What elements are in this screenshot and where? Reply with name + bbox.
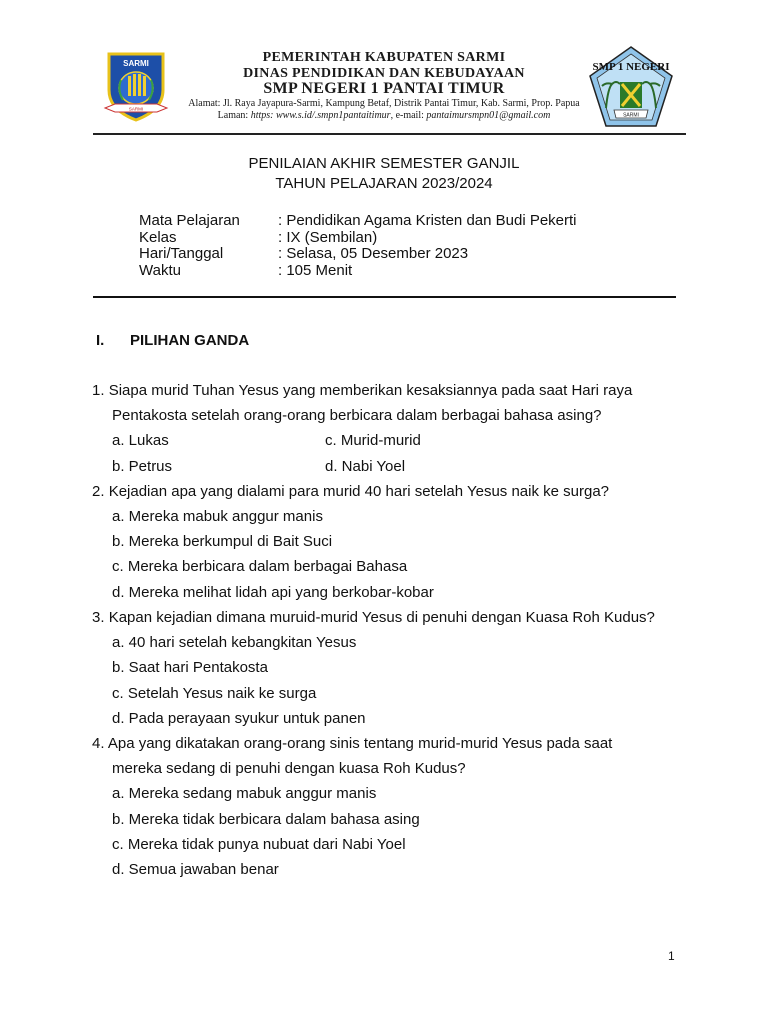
option-a: a. 40 hari setelah kebangkitan Yesus xyxy=(112,634,357,651)
meta-key: Mata Pelajaran xyxy=(139,212,240,229)
email-label: , e-mail: xyxy=(390,110,427,121)
question-3 xyxy=(92,609,655,627)
left-logo-text: SARMI xyxy=(123,59,149,68)
address-label: Alamat: xyxy=(188,98,223,109)
question-2 xyxy=(92,483,609,501)
section-title: PILIHAN GANDA xyxy=(130,332,250,349)
question-number: 3. xyxy=(92,609,105,626)
option-d: d. Mereka melihat lidah api yang berkobar-kobar xyxy=(112,584,434,601)
right-logo-text: SMP 1 NEGERI xyxy=(592,61,670,73)
option-c: c. Mereka tidak punya nubuat dari Nabi Yoel xyxy=(112,836,406,853)
letterhead-contact xyxy=(0,110,768,121)
question-text: Kejadian apa yang dialami para murid 40 hari setelah Yesus naik ke surga? xyxy=(108,483,610,500)
question-1 xyxy=(92,382,632,400)
left-logo-ribbon: SARMI xyxy=(128,106,144,112)
option-a: a. Mereka sedang mabuk anggur manis xyxy=(112,785,377,802)
letterhead-address xyxy=(0,98,768,109)
question-text-continued: Pentakosta setelah orang-orang berbicara dalam berbagai bahasa asing? xyxy=(112,407,602,424)
section-number: I. xyxy=(96,332,105,349)
option-d: d. Pada perayaan syukur untuk panen xyxy=(112,710,366,727)
option-b: b. Petrus xyxy=(112,458,173,475)
meta-key: Hari/Tanggal xyxy=(139,245,224,262)
meta-value: : Pendidikan Agama Kristen dan Budi Pekerti xyxy=(278,212,577,229)
question-number: 1. xyxy=(92,382,105,399)
option-a: a. Mereka mabuk anggur manis xyxy=(112,508,323,525)
option-d: d. Nabi Yoel xyxy=(325,458,406,475)
question-text: Apa yang dikatakan orang-orang sinis tentang murid-murid Yesus pada saat xyxy=(107,735,613,752)
page-number: 1 xyxy=(668,949,675,963)
meta-value: : IX (Sembilan) xyxy=(278,229,378,246)
meta-value: : Selasa, 05 Desember 2023 xyxy=(278,245,469,262)
letterhead-department: DINAS PENDIDIKAN DAN KEBUDAYAAN xyxy=(243,66,525,81)
question-text: Kapan kejadian dimana muruid-murid Yesus di penuhi dengan Kuasa Roh Kudus? xyxy=(108,609,655,626)
option-b: b. Mereka berkumpul di Bait Suci xyxy=(112,533,333,550)
option-b: b. Mereka tidak berbicara dalam bahasa asing xyxy=(112,811,420,828)
exam-year: TAHUN PELAJARAN 2023/2024 xyxy=(275,175,493,192)
letterhead-school-name: SMP NEGERI 1 PANTAI TIMUR xyxy=(263,80,505,97)
question-text-continued: mereka sedang di penuhi dengan kuasa Roh Kudus? xyxy=(112,760,466,777)
question-4 xyxy=(92,735,612,753)
option-d: d. Semua jawaban benar xyxy=(112,861,279,878)
address-text: Jl. Raya Jayapura-Sarmi, Kampung Betaf, Distrik Pantai Timur, Kab. Sarmi, Prop. Papua xyxy=(222,98,580,109)
meta-value: : 105 Menit xyxy=(278,262,353,279)
option-b: b. Saat hari Pentakosta xyxy=(112,659,268,676)
meta-key: Kelas xyxy=(139,229,177,246)
meta-key: Waktu xyxy=(139,262,181,279)
question-number: 2. xyxy=(92,483,105,500)
option-a: a. Lukas xyxy=(112,432,169,449)
letterhead-divider xyxy=(93,133,686,135)
email-link[interactable]: pantaimursmpn01@gmail.com xyxy=(426,110,551,121)
question-number: 4. xyxy=(92,735,105,752)
web-link[interactable]: https: www.s.id/.smpn1pantaitimur xyxy=(250,110,391,121)
letterhead-government: PEMERINTAH KABUPATEN SARMI xyxy=(262,50,506,65)
header-divider xyxy=(93,296,676,298)
option-c: c. Setelah Yesus naik ke surga xyxy=(112,685,317,702)
question-text: Siapa murid Tuhan Yesus yang memberikan kesaksiannya pada saat Hari raya xyxy=(108,382,633,399)
exam-title: PENILAIAN AKHIR SEMESTER GANJIL xyxy=(248,155,520,172)
option-c: c. Mereka berbicara dalam berbagai Bahasa xyxy=(112,558,408,575)
option-c: c. Murid-murid xyxy=(325,432,421,449)
web-label: Laman: xyxy=(217,110,251,121)
right-logo-bottom: SARMI xyxy=(623,112,639,119)
